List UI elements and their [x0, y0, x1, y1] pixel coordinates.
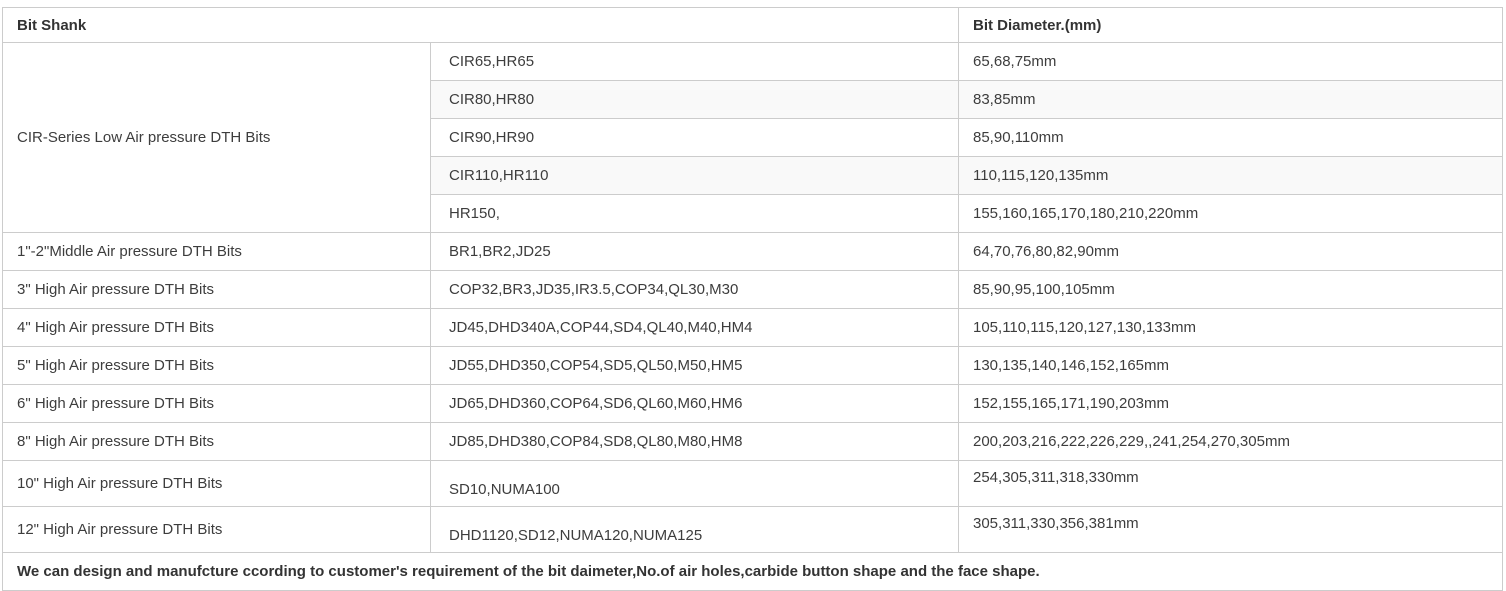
- shank-models-cell: JD85,DHD380,COP84,SD8,QL80,M80,HM8: [431, 423, 959, 461]
- bit-shank-cell: 1"-2"Middle Air pressure DTH Bits: [3, 233, 431, 271]
- column-header-bit-diameter: Bit Diameter.(mm): [959, 8, 1503, 43]
- shank-models-cell: COP32,BR3,JD35,IR3.5,COP34,QL30,M30: [431, 271, 959, 309]
- bit-shank-cell: CIR-Series Low Air pressure DTH Bits: [3, 43, 431, 233]
- bit-diameter-cell: 85,90,110mm: [959, 119, 1503, 157]
- table-row: [3, 271, 1503, 309]
- dth-bits-spec-table: [2, 7, 1503, 591]
- table-header-row: [3, 8, 1503, 43]
- bit-shank-cell: 5" High Air pressure DTH Bits: [3, 347, 431, 385]
- bit-diameter-cell: 65,68,75mm: [959, 43, 1503, 81]
- shank-models-cell: DHD1120,SD12,NUMA120,NUMA125: [431, 507, 959, 553]
- table-row: [3, 43, 1503, 81]
- bit-diameter-cell: 254,305,311,318,330mm: [959, 461, 1503, 507]
- bit-diameter-cell: 64,70,76,80,82,90mm: [959, 233, 1503, 271]
- table-row: [3, 507, 1503, 553]
- bit-diameter-cell: 83,85mm: [959, 81, 1503, 119]
- bit-diameter-cell: 305,311,330,356,381mm: [959, 507, 1503, 553]
- bit-diameter-cell: 110,115,120,135mm: [959, 157, 1503, 195]
- bit-diameter-cell: 85,90,95,100,105mm: [959, 271, 1503, 309]
- shank-models-cell: JD55,DHD350,COP54,SD5,QL50,M50,HM5: [431, 347, 959, 385]
- shank-models-cell: CIR110,HR110: [431, 157, 959, 195]
- bit-shank-cell: 6" High Air pressure DTH Bits: [3, 385, 431, 423]
- bit-diameter-cell: 200,203,216,222,226,229,,241,254,270,305mm: [959, 423, 1503, 461]
- shank-models-cell: JD65,DHD360,COP64,SD6,QL60,M60,HM6: [431, 385, 959, 423]
- table-footer-row: [3, 553, 1503, 591]
- shank-models-cell: BR1,BR2,JD25: [431, 233, 959, 271]
- bit-shank-cell: 8" High Air pressure DTH Bits: [3, 423, 431, 461]
- bit-diameter-cell: 155,160,165,170,180,210,220mm: [959, 195, 1503, 233]
- bit-shank-cell: 10" High Air pressure DTH Bits: [3, 461, 431, 507]
- bit-diameter-cell: 105,110,115,120,127,130,133mm: [959, 309, 1503, 347]
- column-header-bit-shank: Bit Shank: [3, 8, 959, 43]
- shank-models-cell: CIR65,HR65: [431, 43, 959, 81]
- shank-models-cell: CIR90,HR90: [431, 119, 959, 157]
- shank-models-cell: HR150,: [431, 195, 959, 233]
- bit-diameter-cell: 130,135,140,146,152,165mm: [959, 347, 1503, 385]
- footer-note: We can design and manufcture ccording to customer's requirement of the bit daimeter,No.of air holes,carbide button shape and the face shape.: [3, 553, 1503, 591]
- shank-models-cell: JD45,DHD340A,COP44,SD4,QL40,M40,HM4: [431, 309, 959, 347]
- table-row: [3, 461, 1503, 507]
- shank-models-cell: CIR80,HR80: [431, 81, 959, 119]
- shank-models-cell: SD10,NUMA100: [431, 461, 959, 507]
- table-row: [3, 423, 1503, 461]
- bit-diameter-cell: 152,155,165,171,190,203mm: [959, 385, 1503, 423]
- bit-shank-cell: 12" High Air pressure DTH Bits: [3, 507, 431, 553]
- bit-shank-cell: 3" High Air pressure DTH Bits: [3, 271, 431, 309]
- table-row: [3, 385, 1503, 423]
- table-row: [3, 309, 1503, 347]
- table-body: [3, 43, 1503, 553]
- bit-shank-cell: 4" High Air pressure DTH Bits: [3, 309, 431, 347]
- table-row: [3, 347, 1503, 385]
- table-row: [3, 233, 1503, 271]
